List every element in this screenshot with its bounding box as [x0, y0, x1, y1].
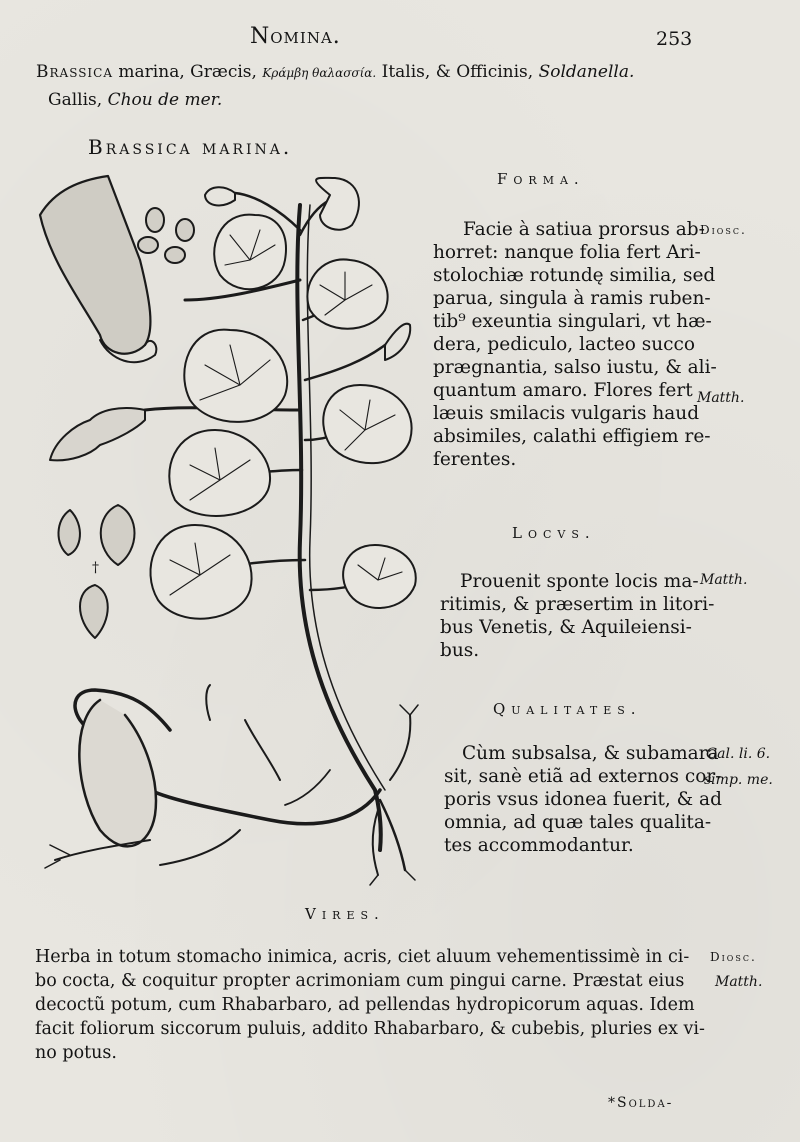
- forma-line-11: ferentes.: [433, 449, 517, 470]
- running-title: Nomina.: [250, 24, 341, 49]
- qualitates-line-5: tes accommodantur.: [444, 835, 634, 856]
- vires-line-1: Herba in totum stomacho inimica, acris, ciet aluum vehementissimè in ci-: [35, 947, 690, 967]
- root-branch-8: [285, 770, 330, 805]
- locus-margin-matthiolus: Matth.: [700, 572, 748, 588]
- catchword: *Solda-: [608, 1095, 674, 1111]
- forma-line-2: horret: nanque folia fert Ari-: [433, 242, 701, 263]
- root-branch-5: [206, 685, 210, 720]
- locus-line-3: bus Venetis, & Aquileiensi-: [440, 617, 692, 638]
- forma-line-10: absimiles, calathi effigiem re-: [433, 426, 711, 447]
- seed-cross-mark: †: [92, 560, 99, 576]
- locus-line-1: Prouenit sponte locis ma-: [460, 571, 699, 592]
- seed-1: [146, 208, 164, 232]
- qualitates-margin-galen-2: simp. me.: [704, 772, 773, 788]
- seed-3: [138, 237, 158, 253]
- qualitates-line-3: poris vsus idonea fuerit, & ad: [444, 789, 722, 810]
- seed-2: [176, 219, 194, 241]
- seed-4: [165, 247, 185, 263]
- vires-text: [35, 945, 705, 1065]
- vires-line-5: no potus.: [35, 1043, 117, 1063]
- forma-heading: Forma.: [497, 170, 585, 188]
- leaf-upper-left: [214, 215, 286, 290]
- leaf-bottom-left: [150, 525, 251, 619]
- forma-line-6: dera, pediculo, lacteo succo: [433, 334, 696, 355]
- plant-name-smallcaps: Brassica: [36, 62, 114, 82]
- forma-line-1: Facie à satiua prorsus ab-: [463, 219, 705, 240]
- qualitates-text: [444, 742, 722, 857]
- locus-text: [440, 570, 714, 662]
- names-french: Chou de mer.: [107, 90, 223, 110]
- qualitates-line-1: Cùm subsalsa, & subamara: [462, 743, 719, 764]
- qualitates-line-2: sit, sanè etiã ad externos cor-: [444, 766, 722, 787]
- vires-line-3: decoctũ potum, cum Rhabarbaro, ad pellendas hydropicorum aquas. Idem: [35, 995, 695, 1015]
- locus-heading: Locvs.: [512, 524, 596, 542]
- vires-line-2: bo cocta, & coquitur propter acrimoniam cum pingui carne. Præstat eius: [35, 971, 685, 991]
- large-flower: [40, 176, 150, 354]
- locus-line-4: bus.: [440, 640, 480, 661]
- forma-line-5: tib⁹ exeuntia singulari, vt hæ-: [433, 311, 712, 332]
- flower-bud-right: [385, 324, 410, 360]
- leaf-middle-left: [184, 330, 287, 422]
- flower-bud-top: [205, 187, 235, 205]
- forma-margin-matthiolus: Matth.: [697, 390, 745, 406]
- qualitates-heading: Qualitates.: [493, 700, 642, 718]
- root-branch-3: [390, 715, 410, 780]
- root-branch-1: [380, 800, 405, 870]
- seed-pod-1: [58, 510, 79, 555]
- names-gallis: Gallis,: [48, 90, 103, 110]
- leaf-middle-right: [323, 385, 411, 463]
- names-soldanella: Soldanella.: [538, 62, 635, 82]
- vires-heading: Vires.: [305, 905, 385, 923]
- root-branch-4: [245, 720, 280, 780]
- root-branch-7: [160, 830, 240, 865]
- page-number: 253: [656, 28, 693, 50]
- names-marina-graecis: marina, Græcis,: [118, 62, 257, 82]
- seed-pod-2: [101, 505, 135, 565]
- qualitates-line-4: omnia, ad quæ tales qualita-: [444, 812, 712, 833]
- locus-line-2: ritimis, & præsertim in litori-: [440, 594, 715, 615]
- leaf-group: [150, 178, 415, 619]
- vires-line-4: facit foliorum siccorum puluis, addito Rhabarbaro, & cubebis, pluries ex vi-: [35, 1019, 705, 1039]
- root-tuber: [79, 700, 156, 846]
- seed-pod-3: [80, 585, 108, 638]
- leaf-lower-left: [169, 430, 270, 516]
- forma-line-4: parua, singula à ramis ruben-: [433, 288, 711, 309]
- forma-line-8: quantum amaro. Flores fert: [433, 380, 693, 401]
- qualitates-margin-galen-1: Gal. li. 6.: [706, 746, 771, 762]
- vires-margin-dioscorides: Diosc.: [710, 950, 757, 964]
- greek-name: Κράμβη θαλασσία.: [262, 66, 377, 80]
- leaf-upper-right: [307, 259, 387, 328]
- forma-margin-dioscorides: Diosc.: [700, 223, 747, 237]
- names-italis: Italis, & Officinis,: [381, 62, 534, 82]
- forma-text: [433, 218, 717, 471]
- forma-line-9: læuis smilacis vulgaris haud: [433, 403, 700, 424]
- forma-line-3: stolochiæ rotundę similia, sed: [433, 265, 716, 286]
- forma-line-7: prægnantia, salso iustu, & ali-: [433, 357, 717, 378]
- plant-caption: Brassica marina.: [88, 135, 293, 159]
- flower-bud-left: [50, 408, 145, 460]
- branch-right-bud: [305, 345, 385, 380]
- root-branch-2: [373, 810, 378, 875]
- vires-margin-matthiolus: Matth.: [715, 974, 763, 990]
- root-branch-6: [55, 840, 150, 860]
